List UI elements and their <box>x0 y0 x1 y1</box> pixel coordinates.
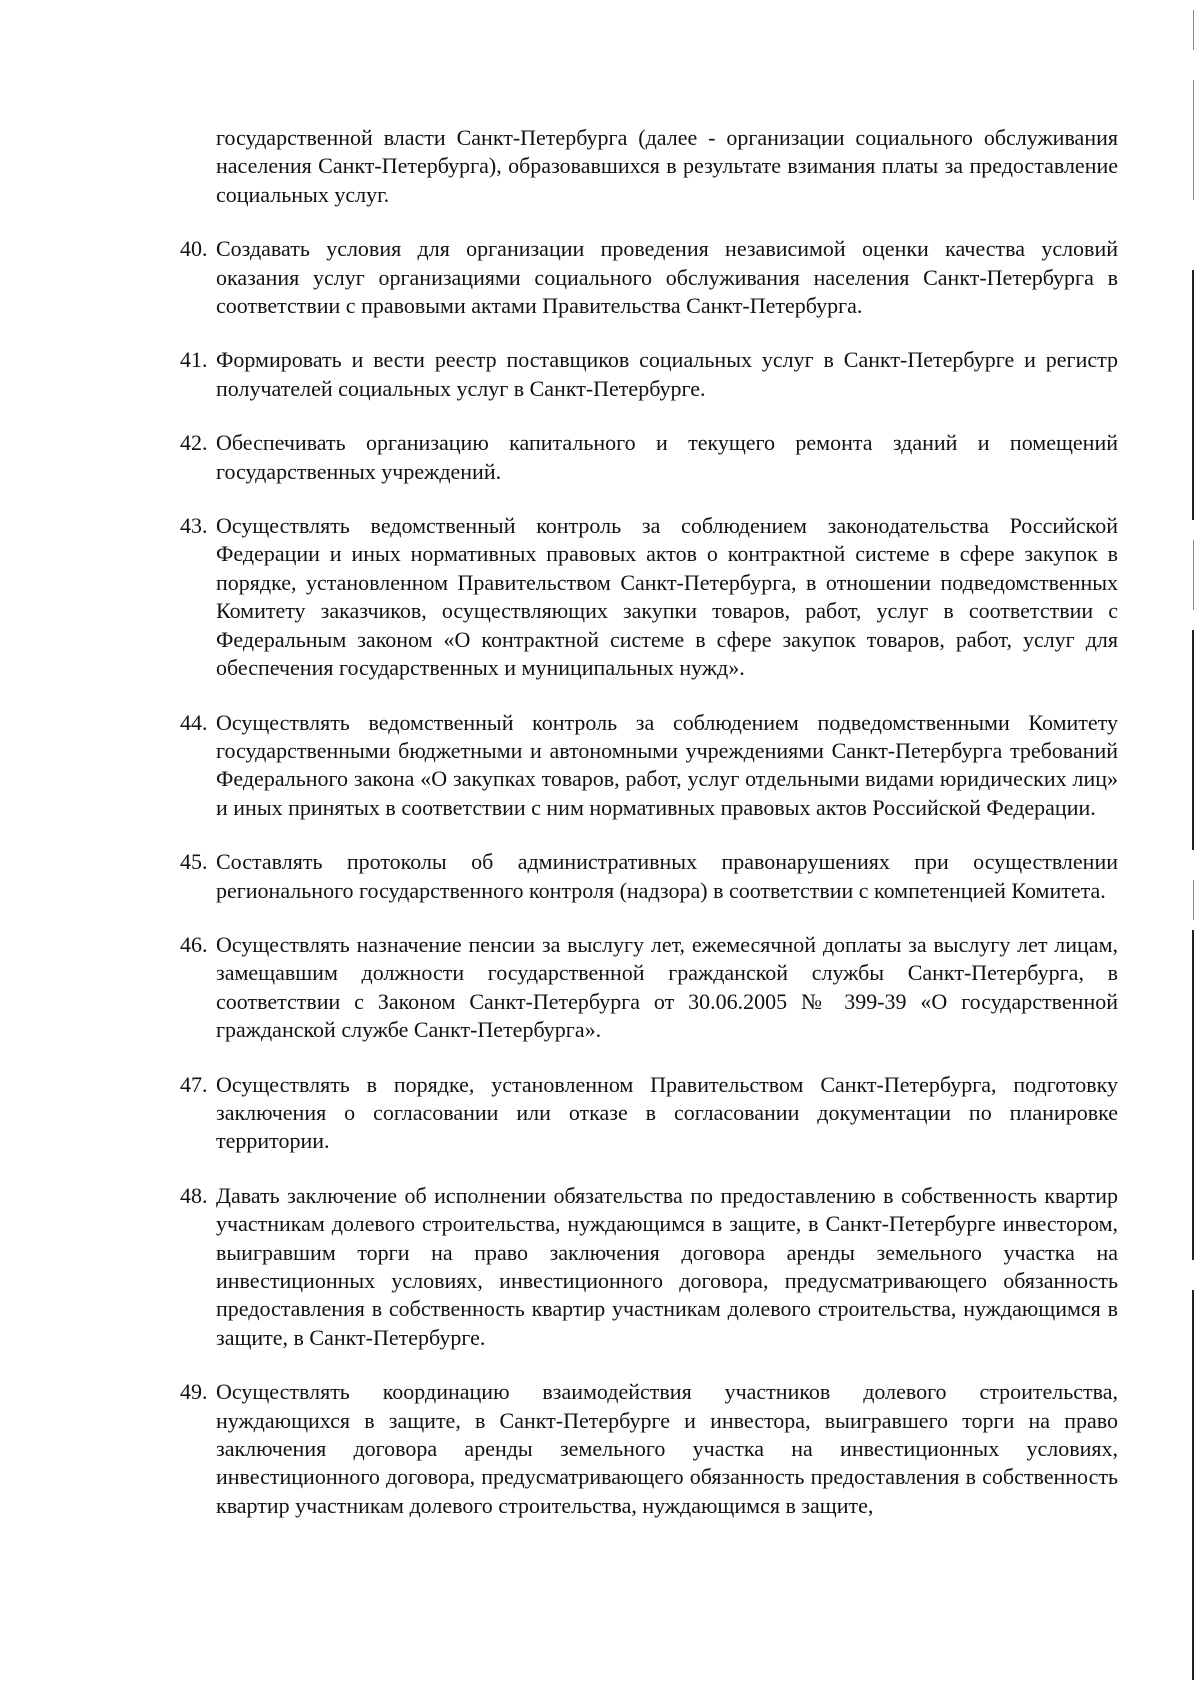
scan-edge-mark <box>1192 630 1194 850</box>
item-number: 44. <box>180 709 208 735</box>
item-number: 41. <box>180 347 208 373</box>
item-number: 47. <box>180 1071 208 1097</box>
list-item-49 <box>180 1378 1118 1520</box>
item-text: Осуществлять координацию взаимодействия участников долевого строительства, нуждающихся в защите, в Санкт-Петербурге и инвестора, выигравшего торги на право заключения договора аренды земельного участка на инвестиционных условиях, инвестиционного договора, предусматривающего обязанность предоставления в собственность квартир участникам долевого строительства, нуждающимся в защите, <box>216 1379 1118 1518</box>
scan-edge-mark <box>1192 930 1194 1260</box>
item-text: Осуществлять назначение пенсии за выслугу лет, ежемесячной доплаты за выслугу лет лицам, замещавшим должности государственной гражданской службы Санкт-Петербурга, в соответствии с Законом Санкт-Петербурга от 30.06.2005 № 399-39 «О государственной гражданской службе Санкт-Петербурга». <box>216 931 1118 1043</box>
item-number: 49. <box>180 1379 208 1405</box>
list-item-47 <box>180 1071 1118 1156</box>
list-item-44 <box>180 709 1118 823</box>
item-text: Осуществлять ведомственный контроль за соблюдением законодательства Российской Федерации и иных нормативных правовых актов о контрактной системе в сфере закупок в порядке, установленном Правительством Санкт-Петербурга, в отношении подведомственных Комитету заказчиков, осуществляющих закупки товаров, работ, услуг в соответствии с Федеральным законом «О контрактной системе в сфере закупок товаров, работ, услуг для обеспечения государственных и муниципальных нужд». <box>216 513 1118 681</box>
list-item-45 <box>180 848 1118 905</box>
scan-edge-mark <box>1192 1290 1194 1680</box>
list-item-43 <box>180 512 1118 682</box>
item-number: 42. <box>180 430 208 456</box>
list-item-46 <box>180 931 1118 1045</box>
item-text: Составлять протоколы об административных правонарушениях при осуществлении регионального государственного контроля (надзора) в соответствии с компетенцией Комитета. <box>216 849 1118 903</box>
item-number: 46. <box>180 931 208 957</box>
list-item-41 <box>180 346 1118 403</box>
scan-edge-mark <box>1193 80 1194 200</box>
item-text: Давать заключение об исполнении обязательства по предоставлению в собственность квартир участникам долевого строительства, нуждающимся в защите, в Санкт-Петербурге инвестором, выигравшим торги на право заключения договора аренды земельного участка на инвестиционных условиях, инвестиционного договора, предусматривающего обязанность предоставления в собственность квартир участникам долевого строительства, нуждающимся в защите, в Санкт-Петербурге. <box>216 1182 1118 1350</box>
item-text: Осуществлять ведомственный контроль за соблюдением подведомственными Комитету государственными бюджетными и автономными учреждениями Санкт-Петербурга требований Федерального закона «О закупках товаров, работ, услуг отдельными видами юридических лиц» и иных принятых в соответствии с ним нормативных правовых актов Российской Федерации. <box>216 709 1118 820</box>
intro-paragraph: государственной власти Санкт-Петербурга (далее - организации социального обслуживания населения Санкт-Петербурга), образовавшихся в результате взимания платы за предоставление социальных услуг. <box>216 125 1118 207</box>
scan-edge-mark <box>1192 270 1194 520</box>
list-item-42 <box>180 429 1118 486</box>
item-text: Осуществлять в порядке, установленном Правительством Санкт-Петербурга, подготовку заключения о согласовании или отказе в согласовании документации по планировке территории. <box>216 1071 1118 1154</box>
item-number: 48. <box>180 1182 208 1208</box>
item-text: Формировать и вести реестр поставщиков социальных услуг в Санкт-Петербурге и регистр получателей социальных услуг в Санкт-Петербурге. <box>216 347 1118 401</box>
item-text: Обеспечивать организацию капитального и текущего ремонта зданий и помещений государственных учреждений. <box>216 430 1118 484</box>
scan-edge-mark <box>1193 540 1194 610</box>
scan-edge-mark <box>1193 10 1194 50</box>
list-item-48 <box>180 1182 1118 1352</box>
item-number: 40. <box>180 236 208 262</box>
list-item-40 <box>180 235 1118 320</box>
item-number: 43. <box>180 513 208 539</box>
document-body <box>180 124 1118 1546</box>
item-text: Создавать условия для организации проведения независимой оценки качества условий оказания услуг организациями социального обслуживания населения Санкт-Петербурга в соответствии с правовыми актами Правительства Санкт-Петербурга. <box>216 236 1118 319</box>
scan-edge-mark <box>1193 880 1194 920</box>
item-number: 45. <box>180 849 208 875</box>
